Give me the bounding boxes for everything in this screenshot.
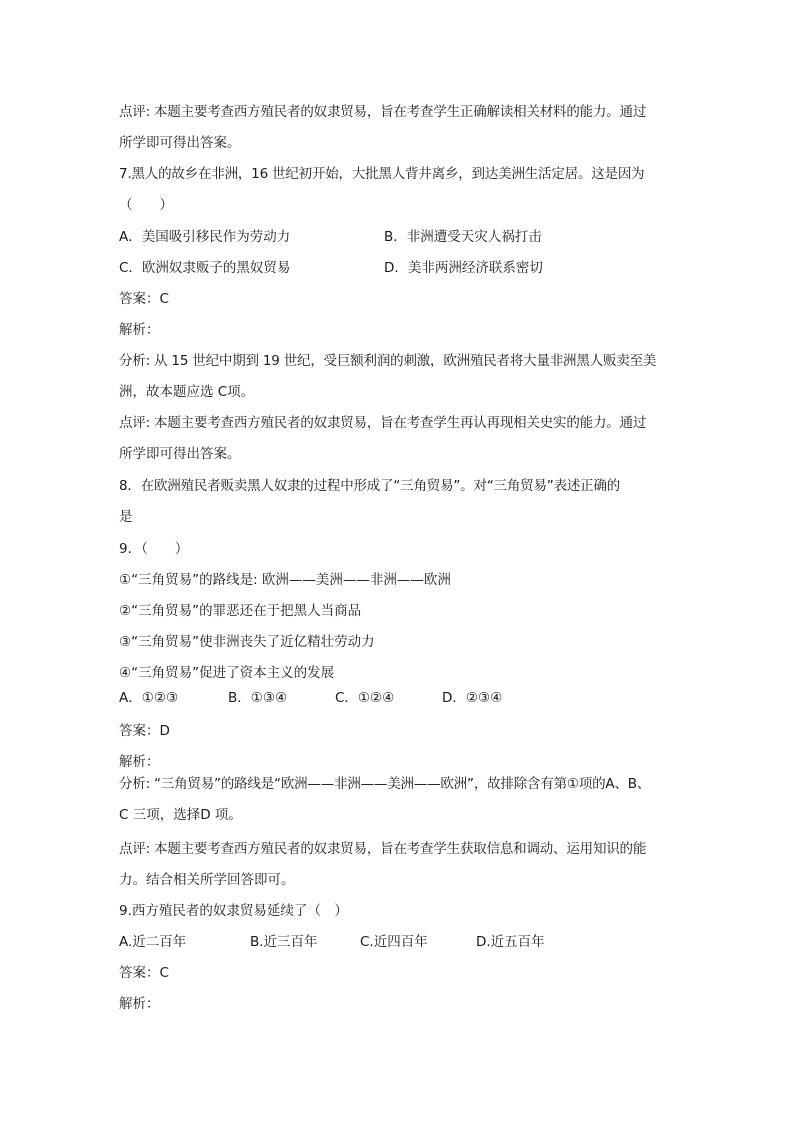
q8-sub-stem: 9．（ ） xyxy=(119,541,189,557)
q8-option-b: B．①③④ xyxy=(228,690,288,706)
q8-statement-4: ④“三角贸易”促进了资本主义的发展 xyxy=(119,665,335,681)
q7-option-a: A．美国吸引移民作为劳动力 xyxy=(119,229,291,245)
q7-answer: 答案：C xyxy=(119,291,169,307)
q8-stem-line-2: 是 xyxy=(119,509,133,525)
q9-option-a: A.近二百年 xyxy=(119,934,187,950)
q7-review-line-1: 点评: 本题主要考查西方殖民者的奴隶贸易，旨在考查学生再认再现相关史实的能力。通过 xyxy=(119,415,647,431)
q8-option-d: D．②③④ xyxy=(442,690,503,706)
q7-stem-line-1: 7.黑人的故乡在非洲，16 世纪初开始，大批黑人背井离乡，到达美洲生活定居。这是因为 xyxy=(119,166,645,182)
q8-analysis-label: 解析： xyxy=(119,754,160,770)
q7-analysis-line-2: 洲，故本题应选 C项。 xyxy=(119,384,255,400)
q8-statement-3: ③“三角贸易”使非洲丧失了近亿精壮劳动力 xyxy=(119,634,375,650)
review-text-line-2: 所学即可得出答案。 xyxy=(119,135,241,151)
q9-option-c: C.近四百年 xyxy=(360,934,428,950)
q7-stem-blank: （ ） xyxy=(119,197,173,213)
review-text-line-1: 点评: 本题主要考查西方殖民者的奴隶贸易，旨在考查学生正确解读相关材料的能力。通过 xyxy=(119,104,647,120)
q8-answer: 答案：D xyxy=(119,723,170,739)
q9-analysis-label: 解析： xyxy=(119,996,160,1012)
q9-option-b: B.近三百年 xyxy=(250,934,318,950)
q7-option-c: C．欧洲奴隶贩子的黑奴贸易 xyxy=(119,260,291,276)
q7-option-b: B．非洲遭受天灾人祸打击 xyxy=(384,229,542,245)
q8-statement-1: ①“三角贸易”的路线是: 欧洲——美洲——非洲——欧洲 xyxy=(119,572,451,588)
q8-review-line-1: 点评: 本题主要考查西方殖民者的奴隶贸易，旨在考查学生获取信息和调动、运用知识的能 xyxy=(119,841,647,857)
q8-option-a: A．①②③ xyxy=(119,690,179,706)
q9-answer: 答案：C xyxy=(119,965,169,981)
q9-stem: 9.西方殖民者的奴隶贸易延续了（ ） xyxy=(119,903,348,919)
q8-statement-2: ②“三角贸易”的罪恶还在于把黑人当商品 xyxy=(119,603,362,619)
q8-analysis-line-2: C 三项，选择D 项。 xyxy=(119,807,242,823)
q9-option-d: D.近五百年 xyxy=(476,934,545,950)
q7-review-line-2: 所学即可得出答案。 xyxy=(119,446,241,462)
q8-analysis-line-1: 分析: “三角贸易”的路线是“欧洲——非洲——美洲——欧洲”，故排除含有第①项的A、B、 xyxy=(119,776,651,792)
q7-analysis-label: 解析： xyxy=(119,322,160,338)
q7-option-d: D．美非两洲经济联系密切 xyxy=(384,260,543,276)
q8-stem-line-1: 8．在欧洲殖民者贩卖黑人奴隶的过程中形成了“三角贸易”。对“三角贸易”表述正确的 xyxy=(119,478,621,494)
q7-analysis-line-1: 分析: 从 15 世纪中期到 19 世纪，受巨额利润的刺激，欧洲殖民者将大量非洲黑人贩卖至美 xyxy=(119,353,657,369)
q8-option-c: C．①②④ xyxy=(335,690,395,706)
q8-review-line-2: 力。结合相关所学回答即可。 xyxy=(119,872,295,888)
